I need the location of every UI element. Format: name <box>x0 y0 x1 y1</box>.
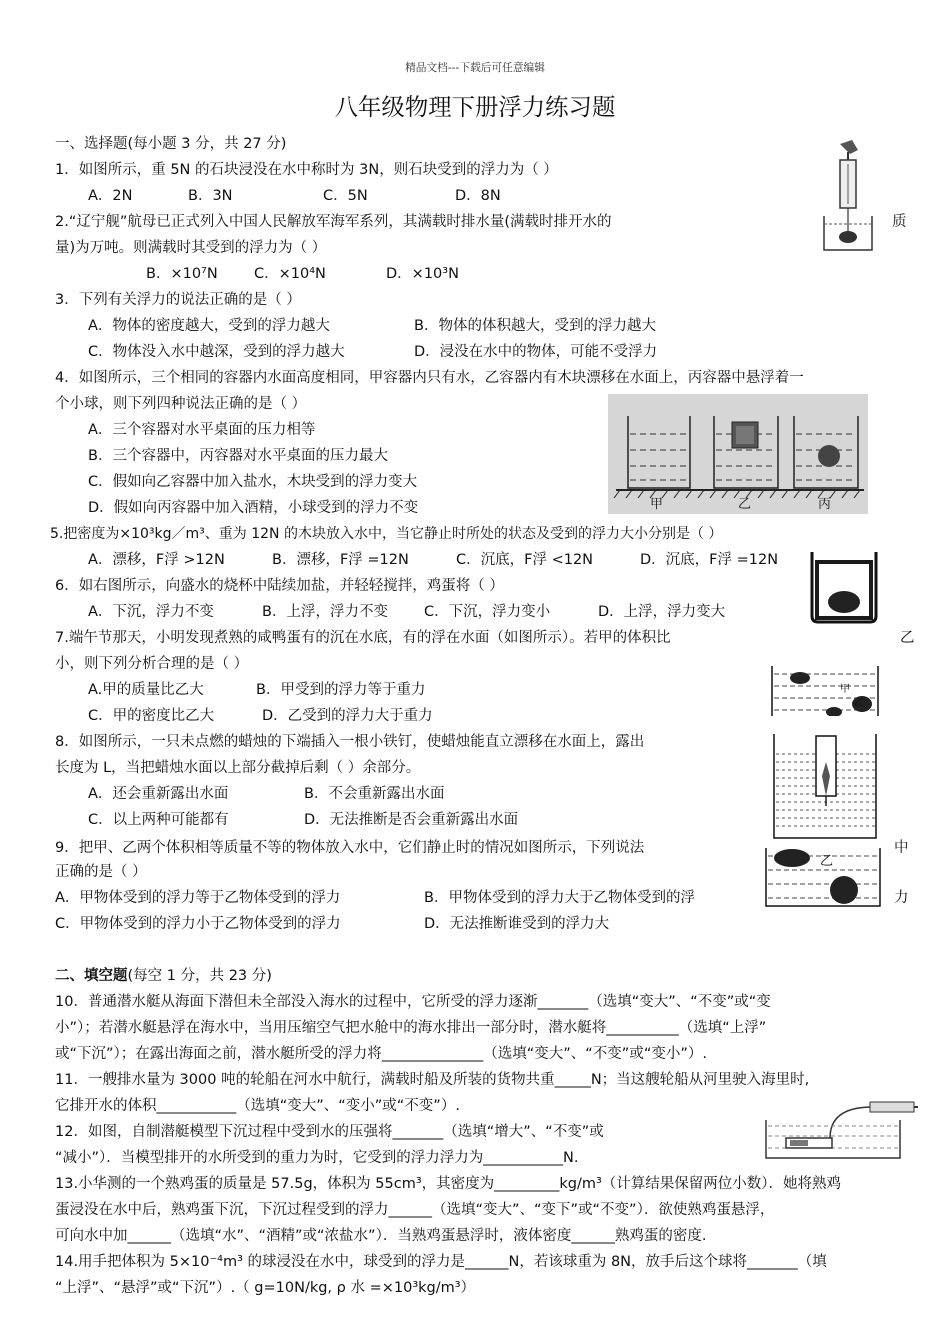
q2-option-b: B．×10⁷N <box>146 266 218 282</box>
q7-option-b: B．甲受到的浮力等于重力 <box>256 682 426 698</box>
q1-option-a: A．2N <box>88 188 133 204</box>
q7-option-d: D．乙受到的浮力大于重力 <box>262 708 433 724</box>
section-2-heading-rest: (每空 1 分，共 23 分) <box>127 968 272 984</box>
q5-option-b: B．漂移，F浮 =12N <box>272 552 409 568</box>
question-6-stem: 6．如右图所示，向盛水的烧杯中陆续加盐，并轻轻搅拌，鸡蛋将（ ） <box>55 578 504 594</box>
q8-option-c: C．以上两种可能都有 <box>88 812 229 828</box>
question-9-stem-cont: 正确的是（ ） <box>55 864 147 880</box>
question-14-line-1: 14.用手把体积为 5×10⁻⁴m³ 的球浸没在水中，球受到的浮力是______N，若该球重为 8N，放手后这个球将_______（填 <box>55 1254 827 1270</box>
q9-option-b: B．甲物体受到的浮力大于乙物体受到的浮 <box>424 890 695 906</box>
egg-label-jia: 甲 <box>840 684 850 695</box>
question-8-stem-cont: 长度为 L，当把蜡烛水面以上部分截掉后剩（ ）余部分。 <box>55 760 421 776</box>
question-1-stem: 1．如图所示，重 5N 的石块浸没在水中称时为 3N，则石块受到的浮力为（ ） <box>55 162 558 178</box>
header-note: 精品文档---下载后可任意编辑 <box>405 61 545 74</box>
q6-option-c: C．下沉，浮力变小 <box>424 604 551 620</box>
q9-option-d: D．无法推断谁受到的浮力大 <box>424 916 610 932</box>
q5-option-d: D．沉底，F浮 =12N <box>640 552 779 568</box>
question-7-stem: 7.端午节那天，小明发现煮熟的咸鸭蛋有的沉在水底，有的浮在水面（如图所示）。若甲的体积比 <box>55 630 671 646</box>
section-2-heading-bold: 二、填空题 <box>55 968 128 984</box>
q8-option-d: D．无法推断是否会重新露出水面 <box>304 812 519 828</box>
q1-option-c: C．5N <box>323 188 368 204</box>
q9-option-c: C．甲物体受到的浮力小于乙物体受到的浮力 <box>55 916 341 932</box>
q9-option-b-tail: 力 <box>894 890 909 906</box>
q6-option-b: B．上浮，浮力不变 <box>262 604 388 620</box>
question-7-stem-tail: 乙 <box>900 630 915 646</box>
question-14-line-2: “上浮”、“悬浮”或“下沉”）.（ g=10N/kg, ρ 水 =×10³kg/m³） <box>55 1280 476 1296</box>
q4-option-d: D．假如向丙容器中加入酒精，小球受到的浮力不变 <box>88 500 419 516</box>
container-label-bing: 丙 <box>818 497 832 512</box>
question-13-line-3: 可向水中加______（选填“水”、“酒精”或“浓盐水”）．当熟鸡蛋悬浮时，液体密度______熟鸡蛋的密度. <box>55 1228 707 1244</box>
question-3-stem: 3．下列有关浮力的说法正确的是（ ） <box>55 292 301 308</box>
q7-option-c: C．甲的密度比乙大 <box>88 708 215 724</box>
question-10-line-1: 10．普通潜水艇从海面下潜但未全部没入海水的过程中，它所受的浮力逐渐_______（选填“变大”、“不变”或“变 <box>55 994 771 1010</box>
question-4-stem-cont: 个小球，则下列四种说法正确的是（ ） <box>55 396 307 412</box>
q1-option-b: B．3N <box>188 188 233 204</box>
q2-option-d: D．×10³N <box>386 266 459 282</box>
question-13-line-2: 蛋浸没在水中后，熟鸡蛋下沉，下沉过程受到的浮力______（选填“变大”、“变下”或“不变”）．欲使熟鸡蛋悬浮， <box>55 1202 775 1218</box>
question-12-line-2: “减小”）．当模型排开的水所受到的重力为时，它受到的浮力浮力为___________N. <box>55 1150 579 1166</box>
question-11-line-1: 11．一艘排水量为 3000 吨的轮船在河水中航行，满载时船及所装的货物共重_____N；当这艘轮船从河里驶入海里时, <box>55 1072 810 1088</box>
question-4-stem: 4．如图所示，三个相同的容器内水面高度相同，甲容器内只有水，乙容器内有木块漂移在水面上，丙容器中悬浮着一 <box>55 370 804 386</box>
q2-option-c: C．×10⁴N <box>254 266 326 282</box>
q4-option-a: A．三个容器对水平桌面的压力相等 <box>88 422 316 438</box>
container-label-yi: 乙 <box>738 497 752 512</box>
two-objects-figure <box>764 846 882 908</box>
question-11-line-2: 它排开水的体积___________（选填“变大”、“变小”或“不变”）. <box>55 1098 460 1114</box>
question-5-stem: 5.把密度为×10³kg／m³、重为 12N 的木块放入水中，当它静止时所处的状态及受到的浮力大小分别是（ ） <box>50 526 723 542</box>
q3-option-b: B．物体的体积越大，受到的浮力越大 <box>414 318 656 334</box>
candle-figure <box>770 732 880 842</box>
question-9-stem: 9．把甲、乙两个体积相等质量不等的物体放入水中，它们静止时的情况如图所示，下列说法 <box>55 840 645 856</box>
q9-option-a: A．甲物体受到的浮力等于乙物体受到的浮力 <box>55 890 341 906</box>
egg-label-yi: 乙 <box>854 698 864 709</box>
q6-option-d: D．上浮，浮力变大 <box>598 604 726 620</box>
question-9-stem-tail: 中 <box>894 840 909 856</box>
section-heading-fill <box>55 966 272 986</box>
q4-option-b: B．三个容器中，丙容器对水平桌面的压力最大 <box>88 448 388 464</box>
question-2-stem-cont: 量)为万吨。则满载时其受到的浮力为（ ） <box>55 240 327 256</box>
submarine-model-figure <box>760 1098 920 1162</box>
beaker-egg-figure <box>806 546 882 624</box>
spring-scale-figure <box>818 138 878 256</box>
question-8-stem: 8．如图所示，一只未点燃的蜡烛的下端插入一根小铁钉，使蜡烛能直立漂移在水面上，露出 <box>55 734 645 750</box>
question-10-line-2: 小”）；若潜水艇悬浮在海水中，当用压缩空气把水舱中的海水排出一部分时，潜水艇将__________（选填“上浮” <box>55 1020 767 1036</box>
question-2-stem: 2.“辽宁舰”航母已正式列入中国人民解放军海军系列，其满载时排水量(满载时排开水的 <box>55 214 612 230</box>
object-label-yi: 乙 <box>820 854 834 869</box>
q3-option-d: D．浸没在水中的物体，可能不受浮力 <box>414 344 658 360</box>
q7-option-a: A.甲的质量比乙大 <box>88 682 204 698</box>
question-10-line-3: 或“下沉”）；在露出海面之前，潜水艇所受的浮力将______________（选填“变大”、“不变”或“变小”）. <box>55 1046 707 1062</box>
q3-option-c: C．物体没入水中越深，受到的浮力越大 <box>88 344 345 360</box>
q8-option-a: A．还会重新露出水面 <box>88 786 229 802</box>
q8-option-b: B．不会重新露出水面 <box>304 786 445 802</box>
q5-option-a: A．漂移，F浮 >12N <box>88 552 225 568</box>
duck-eggs-figure <box>770 664 880 716</box>
section-heading-choice: 一、选择题(每小题 3 分，共 27 分) <box>55 136 287 152</box>
q1-option-d: D．8N <box>455 188 501 204</box>
question-12-line-1: 12．如图，自制潜艇模型下沉过程中受到水的压强将_______（选填“增大”、“不变”或 <box>55 1124 604 1140</box>
question-2-stem-tail: 质 <box>892 214 907 230</box>
question-13-line-1: 13.小华测的一个熟鸡蛋的质量是 57.5g，体积为 55cm³，其密度为_________kg/m³（计算结果保留两位小数）．她将熟鸡 <box>55 1176 842 1192</box>
q3-option-a: A．物体的密度越大，受到的浮力越大 <box>88 318 330 334</box>
three-containers-figure <box>608 394 868 514</box>
page-title: 八年级物理下册浮力练习题 <box>334 93 616 121</box>
container-label-jia: 甲 <box>650 497 664 512</box>
question-7-stem-cont: 小，则下列分析合理的是（ ） <box>55 656 249 672</box>
q5-option-c: C．沉底，F浮 <12N <box>456 552 594 568</box>
q4-option-c: C．假如向乙容器中加入盐水，木块受到的浮力变大 <box>88 474 418 490</box>
q6-option-a: A．下沉，浮力不变 <box>88 604 214 620</box>
